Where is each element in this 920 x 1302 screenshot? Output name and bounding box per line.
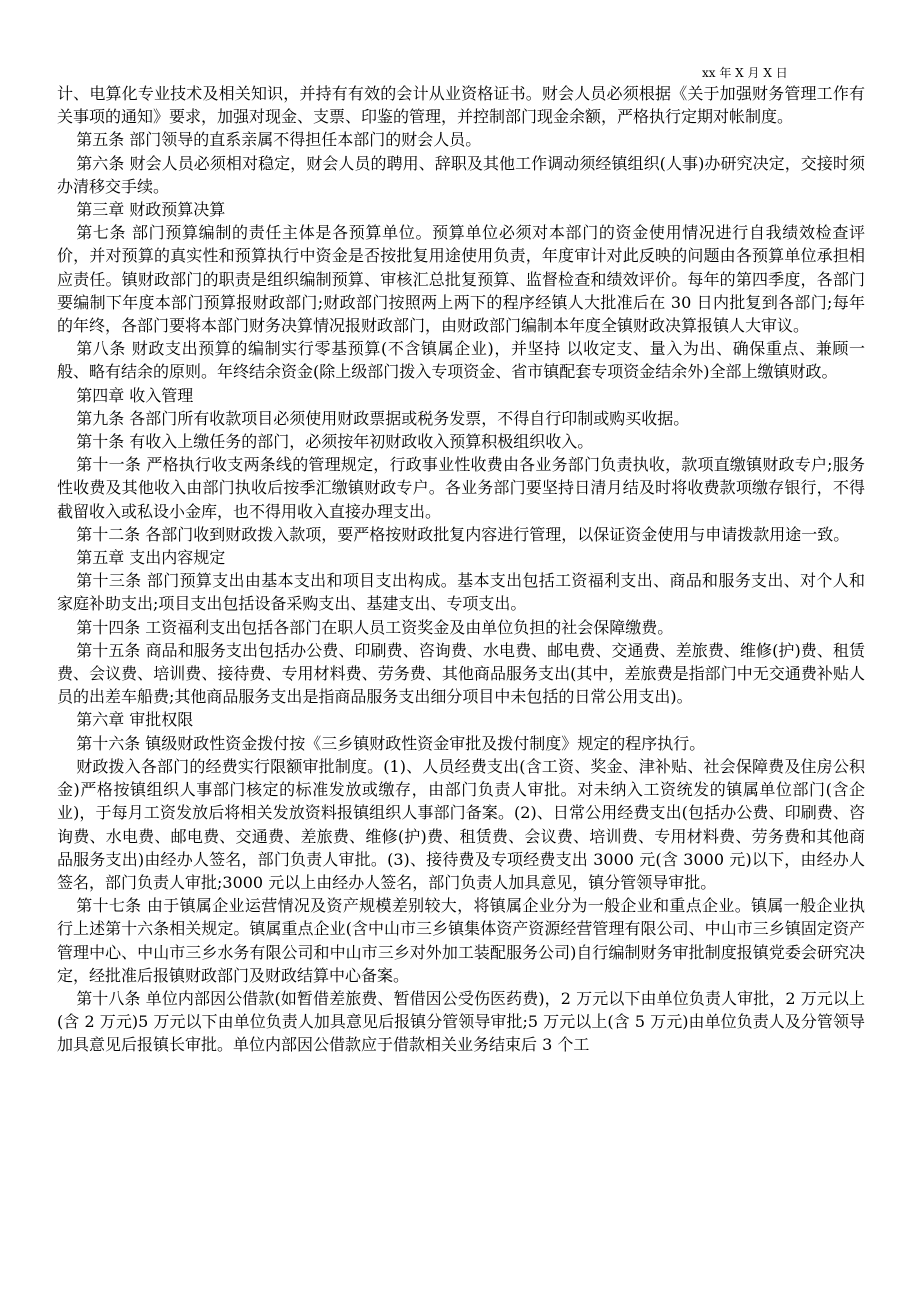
article-17: 第十七条 由于镇属企业运营情况及资产规模差别较大，将镇属企业分为一般企业和重点企业。镇属一般企业执行上述第十六条相关规定。镇属重点企业(含中山市三乡镇集体资产资源经营管理有限公司、中山市三乡镇固定资产管理中心、中山市三乡水务有限公司和中山市三乡对外加工装配服务公司)自行编制财务审批制度报镇党委会研究决定，经批准后报镇财政部门及财政结算中心备案。 — [57, 896, 865, 985]
article-16: 第十六条 镇级财政性资金拨付按《三乡镇财政性资金审批及拨付制度》规定的程序执行。 — [76, 733, 706, 753]
chapter-3-heading: 第三章 财政预算决算 — [76, 200, 226, 220]
article-18: 第十八条 单位内部因公借款(如暂借差旅费、暂借因公受伤医药费)，2 万元以下由单位负责人审批，2 万元以上(含 2 万元)5 万元以下由单位负责人加具意见后报镇分管领导审批;5 万元以上(含 5 万元)由单位负责人及分管领导加具意见后报镇长审批。单位内部因公借款应于借款相关业务结束后 3 个工 — [57, 988, 865, 1055]
article-7: 第七条 部门预算编制的责任主体是各预算单位。预算单位必须对本部门的资金使用情况进行自我绩效检查评价，并对预算的真实性和预算执行中资金是否按批复用途使用负责，年度审计对此反映的问题由各预算单位承担相应责任。镇财政部门的职责是组织编制预算、审核汇总批复预算、监督检查和绩效评价。每年的第四季度，各部门要编制下年度本部门预算报财政部门;财政部门按照两上两下的程序经镇人大批准后在 30 日内批复到各部门;每年的年终，各部门要将本部门财务决算情况报财政部门，由财政部门编制本年度全镇财政决算报镇人大审议。 — [57, 223, 865, 336]
chapter-5-heading: 第五章 支出内容规定 — [76, 548, 226, 568]
article-11: 第十一条 严格执行收支两条线的管理规定，行政事业性收费由各业务部门负责执收，款项直缴镇财政专户;服务性收费及其他收入由部门执收后按季汇缴镇财政专户。各业务部门要坚持日清月结及时将收费款项缴存银行，不得截留收入或私设小金库，也不得用收入直接办理支出。 — [57, 455, 865, 521]
article-6: 第六条 财会人员必须相对稳定，财会人员的聘用、辞职及其他工作调动须经镇组织(人事)办研究决定，交接时须办清移交手续。 — [57, 153, 865, 196]
article-9: 第九条 各部门所有收款项目必须使用财政票据或税务发票，不得自行印制或购买收据。 — [76, 408, 690, 428]
chapter-4-heading: 第四章 收入管理 — [76, 385, 194, 405]
article-15: 第十五条 商品和服务支出包括办公费、印刷费、咨询费、水电费、邮电费、交通费、差旅费、维修(护)费、租赁费、会议费、培训费、接待费、专用材料费、劳务费、其他商品服务支出(其中，差旅费是指部门中无交通费补贴人员的出差车船费;其他商品服务支出是指商品服务支出细分项目中未包括的日常公用支出)。 — [57, 640, 865, 707]
article-10: 第十条 有收入上缴任务的部门，必须按年初财政收入预算积极组织收入。 — [76, 432, 594, 452]
article-13: 第十三条 部门预算支出由基本支出和项目支出构成。基本支出包括工资福利支出、商品和服务支出、对个人和家庭补助支出;项目支出包括设备采购支出、基建支出、专项支出。 — [57, 571, 865, 614]
article-16-approval-limits: 财政拨入各部门的经费实行限额审批制度。(1)、人员经费支出(含工资、奖金、津补贴、社会保障费及住房公积金)严格按镇组织人事部门核定的标准发放或缴存，由部门负责人审批。对未纳入工资统发的镇属单位部门(含企业)，于每月工资发放后将相关发放资料报镇组织人事部门备案。(2)、日常公用经费支出(包括办公费、印刷费、咨询费、水电费、邮电费、交通费、差旅费、维修(护)费、租赁费、会议费、培训费、专用材料费、劳务费和其他商品服务支出)由经办人签名，部门负责人审批。(3)、接待费及专项经费支出 3000 元(含 3000 元)以下，由经办人签名，部门负责人审批;3000 元以上由经办人签名，部门负责人加具意见，镇分管领导审批。 — [57, 756, 865, 892]
chapter-6-heading: 第六章 审批权限 — [76, 710, 194, 730]
paragraph-continuation: 计、电算化专业技术及相关知识，并持有有效的会计从业资格证书。财会人员必须根据《关于加强财务管理工作有关事项的通知》要求，加强对现金、支票、印鉴的管理，并控制部门现金余额，严格执行定期对帐制度。 — [57, 84, 865, 127]
document-body — [57, 82, 865, 1057]
article-8: 第八条 财政支出预算的编制实行零基预算(不含镇属企业)，并坚持 以收定支、量入为出、确保重点、兼顾一般、略有结余的原则。年终结余资金(除上级部门拨入专项资金、省市镇配套专项资金结余外)全部上缴镇财政。 — [57, 339, 865, 382]
header-date: xx 年 X 月 X 日 — [702, 66, 788, 80]
article-14: 第十四条 工资福利支出包括各部门在职人员工资奖金及由单位负担的社会保障缴费。 — [76, 617, 674, 637]
article-5: 第五条 部门领导的直系亲属不得担任本部门的财会人员。 — [76, 130, 482, 150]
article-12: 第十二条 各部门收到财政拨入款项，要严格按财政批复内容进行管理，以保证资金使用与申请拨款用途一致。 — [76, 524, 850, 544]
